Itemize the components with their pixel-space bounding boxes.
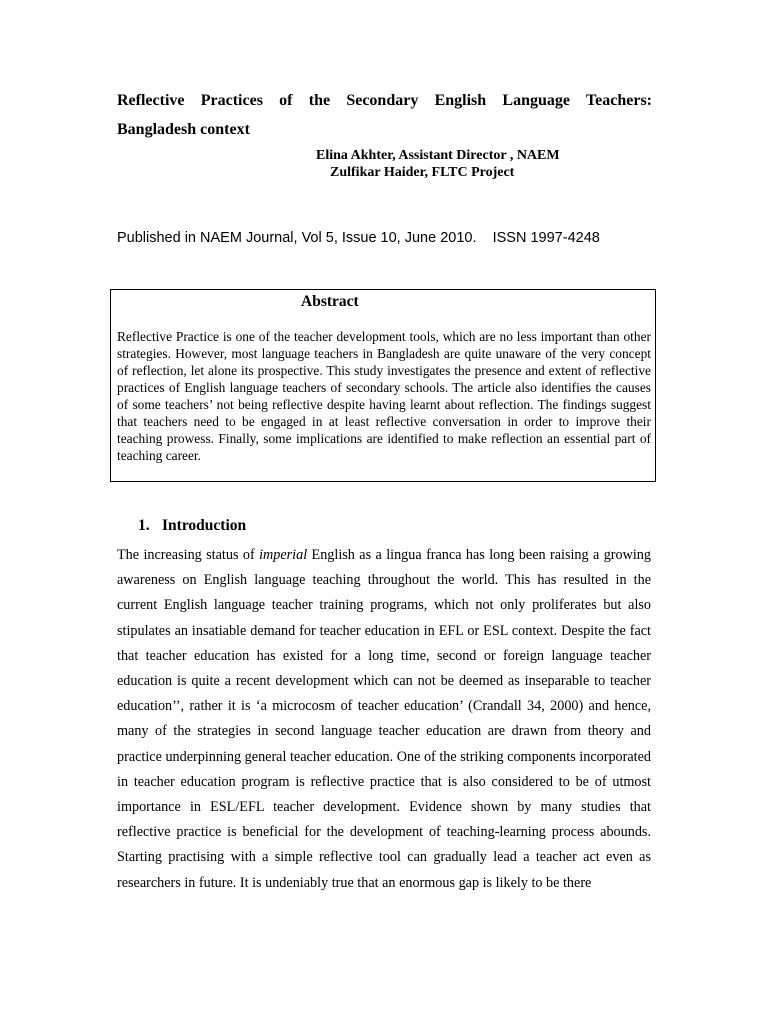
abstract-heading: Abstract: [301, 293, 359, 310]
introduction-paragraph: [117, 543, 651, 896]
publication-info: Published in NAEM Journal, Vol 5, Issue 10, June 2010. ISSN 1997-4248: [117, 230, 600, 246]
section-number: 1.: [138, 517, 150, 534]
intro-text-start: The increasing status of: [117, 547, 260, 563]
title-line-2: Bangladesh context: [117, 121, 250, 138]
abstract-text: Reflective Practice is one of the teacher development tools, which are no less important than other strategies. However, most language teachers in Bangladesh are quite unaware of the very concept of reflection, let alone its prospective. This study investigates the presence and extent of reflective practices of English language teachers of secondary schools. The article also identifies the causes of some teachers’ not being reflective despite having learnt about reflection. The findings suggest that teachers need to be engaged in at least reflective conversation in order to improve their teaching prowess. Finally, some implications are identified to make reflection an essential part of teaching career.: [117, 329, 651, 463]
abstract-box: [110, 289, 656, 482]
author-2: Zulfikar Haider, FLTC Project: [330, 165, 515, 180]
paper-title: [117, 86, 652, 144]
section-title: Introduction: [162, 517, 247, 534]
author-1: Elina Akhter, Assistant Director , NAEM: [316, 148, 560, 163]
intro-italic-word: imperial: [259, 547, 308, 563]
author-block: [316, 147, 560, 181]
title-line-1: Reflective Practices of the Secondary English Language Teachers:: [117, 92, 652, 109]
intro-text-rest: English as a lingua franca has long been raising a growing awareness on English language teaching throughout the world. This has resulted in the current English language teacher training programs, which not only proliferates but also stipulates an insatiable demand for teacher education in EFL or ESL context. Despite the fact that teacher education has existed for a long time, second or foreign language teacher education is quite a recent development which can not be deemed as inseparable to teacher education’’, rather it is ‘a microcosm of teacher education’ (Crandall 34, 2000) and hence, many of the strategies in second language teacher education are drawn from theory and practice underpinning general teacher education. One of the striking components incorporated in teacher education program is reflective practice that is also considered to be of utmost importance in ESL/EFL teacher development. Evidence shown by many studies that reflective practice is beneficial for the development of teaching-learning process abounds. Starting practising with a simple reflective tool can gradually lead a teacher act even as researchers in future. It is undeniably true that an enormous gap is likely to be there: [117, 547, 651, 891]
section-heading-introduction: [138, 516, 246, 536]
